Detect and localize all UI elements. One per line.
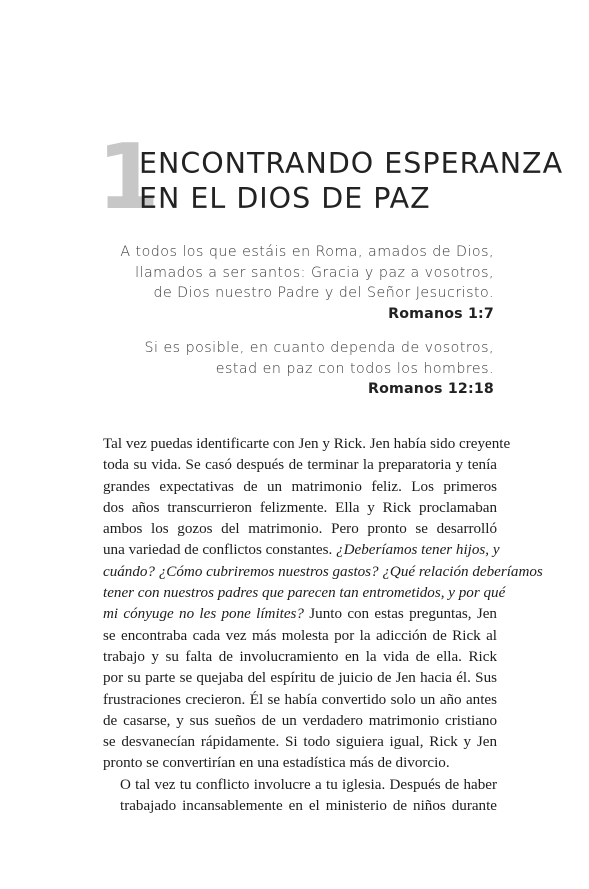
paragraph-2 — [103, 775, 497, 818]
text-line — [103, 583, 506, 604]
epigraph-line: de Dios nuestro Padre y del Señor Jesucristo. — [153, 285, 494, 302]
text-line: de casarse, y sus sueños de un verdadero matrimonio cristiano — [103, 712, 497, 729]
text-line: trabajado incansablemente en el ministerio de niños durante — [120, 798, 497, 815]
italic-question: tener con nuestros padres que parecen tan entrometidos, y por qué — [103, 585, 506, 602]
epigraph-romans-1-7 — [120, 242, 494, 324]
italic-question: cuándo? ¿Cómo cubriremos nuestros gastos? ¿Qué relación deberíamos — [103, 563, 543, 580]
epigraph-line: estad en paz con todos los hombres. — [215, 360, 494, 377]
chapter-number: 1 — [97, 125, 158, 230]
text-line: ambos los gozos del matrimonio. Pero pronto se desarrolló — [103, 521, 497, 538]
epigraph-line: A todos los que estáis en Roma, amados de Dios, — [120, 244, 494, 260]
text-line — [103, 562, 543, 583]
chapter-title-line-1: ENCONTRANDO ESPERANZA — [139, 147, 564, 180]
body-text — [103, 434, 543, 817]
text-line: Tal vez puedas identificarte con Jen y Rick. Jen había sido creyente — [103, 436, 511, 452]
text-segment: una variedad de conflictos constantes. — [103, 542, 337, 559]
text-line: se desvanecían rápidamente. Si todo siguiera igual, Rick y Jen — [103, 734, 497, 751]
text-line: O tal vez tu conflicto involucre a tu iglesia. Después de haber — [120, 776, 497, 793]
text-line: trabajo y su falta de involucramiento en la vida de ella. Rick — [103, 648, 497, 665]
text-line: grandes expectativas de un matrimonio feliz. Los primeros — [103, 478, 497, 495]
epigraph-line: llamados a ser santos: Gracia y paz a vosotros, — [135, 264, 494, 281]
text-line: pronto se convertirían en una estadística más de divorcio. — [103, 755, 450, 772]
chapter-title — [139, 146, 563, 216]
epigraph-line: Si es posible, en cuanto dependa de vosotros, — [144, 340, 494, 356]
text-line: por su parte se quejaba del espíritu de juicio de Jen hacia él. Sus — [103, 670, 497, 687]
text-line: frustraciones crecieron. Él se había convertido solo un año antes — [103, 691, 497, 708]
chapter-title-line-2: EN EL DIOS DE PAZ — [139, 182, 431, 215]
epigraph-romans-12-18 — [145, 338, 495, 400]
text-line: se encontraba cada vez más molesta por la adicción de Rick al — [103, 627, 497, 644]
epigraph-reference: Romanos 1:7 — [388, 305, 494, 322]
text-line: toda su vida. Se casó después de terminar la preparatoria y tenía — [103, 457, 497, 474]
text-line — [103, 604, 497, 625]
italic-question: mi cónyuge no les pone límites? — [103, 606, 304, 623]
epigraph-reference: Romanos 12:18 — [367, 381, 494, 398]
text-segment: Junto con estas preguntas, Jen — [303, 606, 497, 623]
text-line — [103, 540, 500, 561]
paragraph-1 — [103, 434, 543, 775]
text-line: dos años transcurrieron felizmente. Ella y Rick proclamaban — [103, 499, 497, 516]
italic-question: ¿Deberíamos tener hijos, y — [336, 542, 500, 559]
